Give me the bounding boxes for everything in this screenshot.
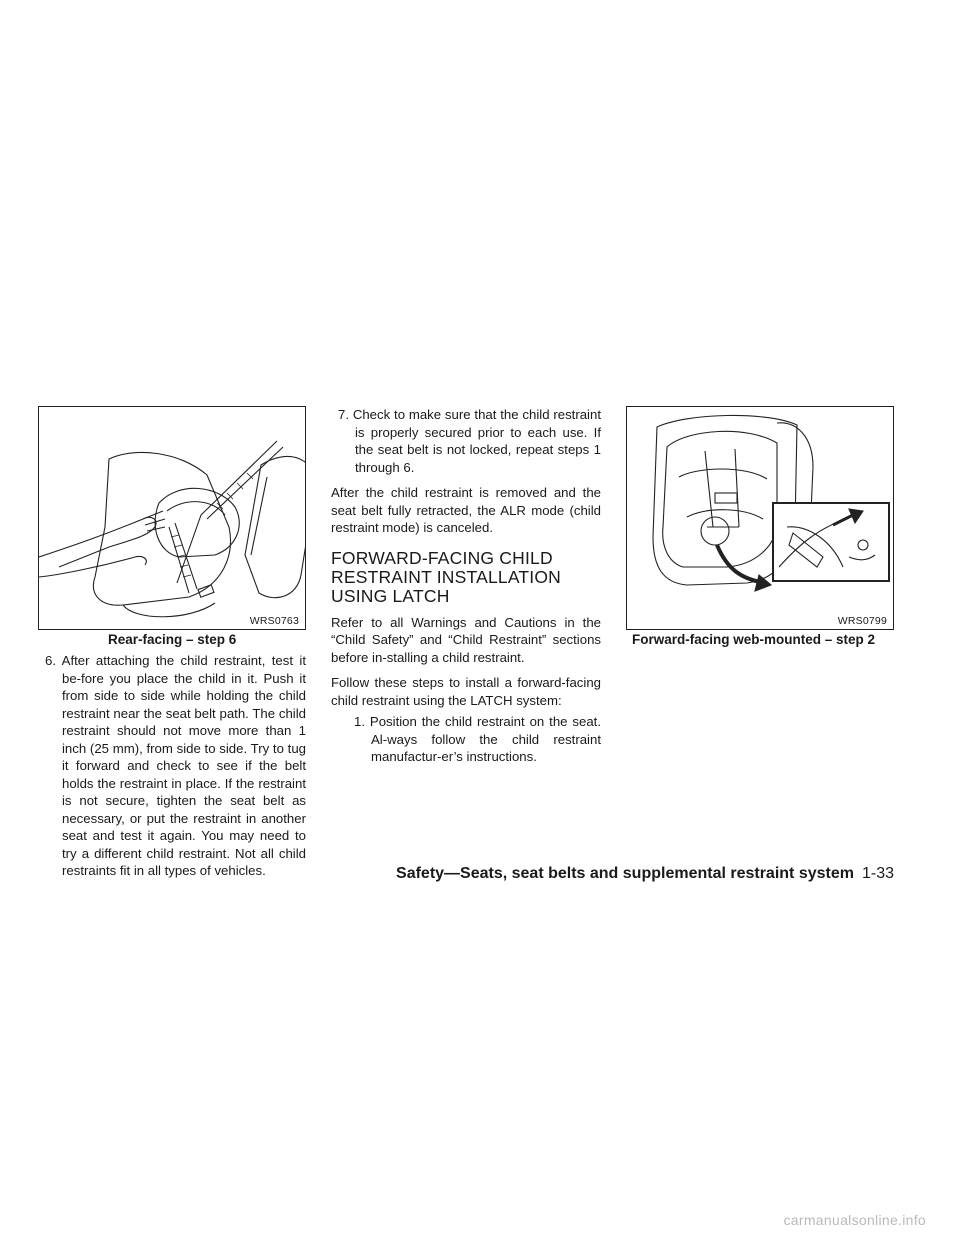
column-middle xyxy=(331,406,601,766)
page-number: 1-33 xyxy=(861,865,894,882)
figure-rear-facing xyxy=(38,406,306,630)
step-6: 6. After attaching the child restraint, test it be-fore you place the child in it. Push it from side to side while holding the child restraint near the seat belt path. The child restraint should not move more than 1 inch (25 mm), from side to side. Try to tug it forward and check to see if the belt holds the restraint in place. If the restraint is not secure, tighten the seat belt as necessary, or put the restraint in another seat and test it again. You may need to try a different child restraint. Not all child restraints fit in all types of vehicles. xyxy=(45,653,306,878)
step-1: 1. Position the child restraint on the seat. Al-ways follow the child restraint manufactur-er’s instructions. xyxy=(354,714,601,764)
figure-caption: Forward-facing web-mounted – step 2 xyxy=(632,632,876,647)
paragraph-alr: After the child restraint is removed and the seat belt fully retracted, the ALR mode (child restraint mode) is canceled. xyxy=(331,485,601,535)
forward-facing-illustration xyxy=(627,407,893,629)
footer-section-title: Safety—Seats, seat belts and supplemental restraint system xyxy=(396,865,854,882)
watermark: carmanualsonline.info xyxy=(783,1212,926,1228)
column-right xyxy=(626,406,894,648)
figure-forward-facing xyxy=(626,406,894,630)
page-footer xyxy=(396,864,894,884)
step-7: 7. Check to make sure that the child restraint is properly secured prior to each use. If the seat belt is not locked, repeat steps 1 through 6. xyxy=(338,407,601,475)
figure-caption: Rear-facing – step 6 xyxy=(108,632,237,647)
figure-code: WRS0799 xyxy=(837,615,887,627)
paragraph-refer: Refer to all Warnings and Cautions in the “Child Safety” and “Child Restraint” sections before in-stalling a child restraint. xyxy=(331,614,601,665)
figure-code: WRS0763 xyxy=(249,615,299,627)
paragraph-follow: Follow these steps to install a forward-facing child restraint using the LATCH system: xyxy=(331,675,601,708)
column-left xyxy=(38,406,306,880)
rear-facing-illustration xyxy=(39,407,305,629)
section-heading: FORWARD-FACING CHILD RESTRAINT INSTALLATION USING LATCH xyxy=(331,547,561,606)
